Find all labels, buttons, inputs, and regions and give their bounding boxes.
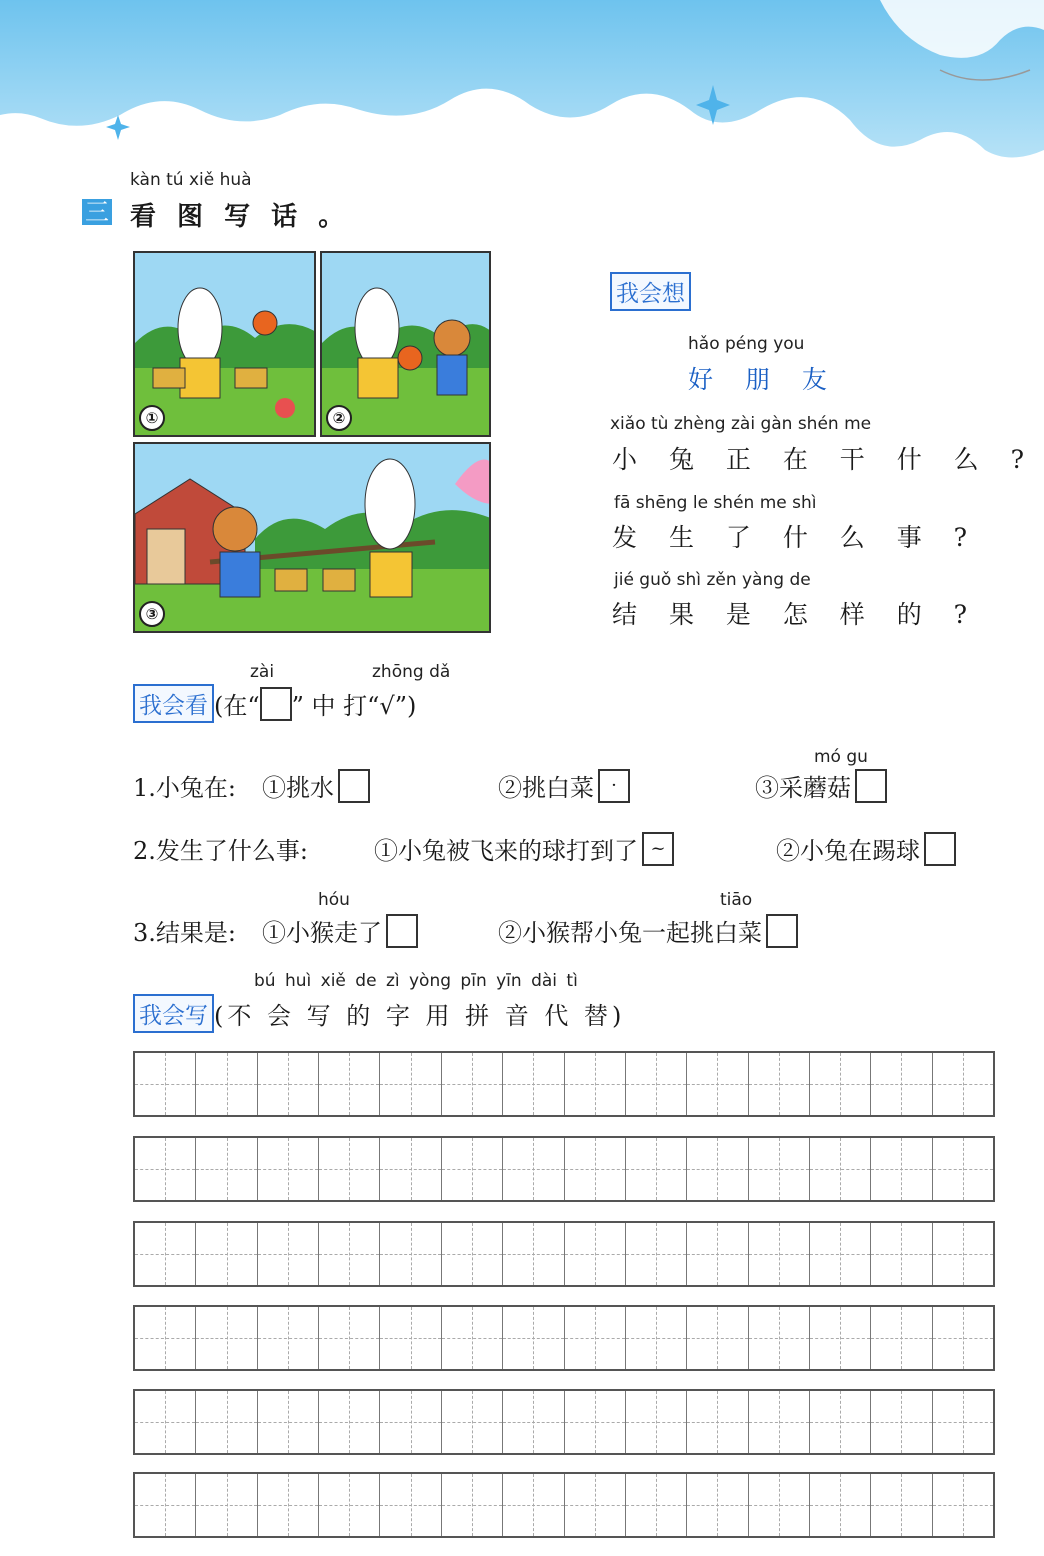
writing-cell[interactable]	[749, 1474, 810, 1536]
writing-cell[interactable]	[135, 1053, 196, 1115]
q2-prefix: 2.发生了什么事:	[133, 837, 308, 865]
sky-cloud-banner	[0, 0, 1044, 170]
q1-option-2	[498, 768, 630, 803]
writing-cell[interactable]	[687, 1053, 748, 1115]
writing-cell[interactable]	[196, 1391, 257, 1453]
writing-cell[interactable]	[871, 1474, 932, 1536]
q3-option-2	[498, 913, 798, 948]
q1-option-2-label: ②挑白菜	[498, 774, 594, 802]
writing-cell[interactable]	[380, 1053, 441, 1115]
writing-cell[interactable]	[687, 1307, 748, 1369]
writing-cell[interactable]	[380, 1138, 441, 1200]
q1-option-2-checkbox[interactable]: ·	[598, 769, 630, 803]
look-tag: 我会看	[133, 684, 214, 723]
writing-cell[interactable]	[319, 1138, 380, 1200]
writing-cell[interactable]	[565, 1391, 626, 1453]
think-line-2-text: 小 兔 正 在 干 什 么 ?	[612, 445, 1037, 474]
writing-cell[interactable]	[933, 1138, 993, 1200]
writing-cell[interactable]	[749, 1223, 810, 1285]
example-checkbox	[260, 687, 292, 721]
writing-cell[interactable]	[871, 1307, 932, 1369]
panel-number-2: ②	[326, 405, 352, 431]
section-number-badge: 三	[82, 199, 112, 225]
writing-cell[interactable]	[626, 1307, 687, 1369]
writing-cell[interactable]	[135, 1391, 196, 1453]
writing-cell[interactable]	[626, 1223, 687, 1285]
writing-cell[interactable]	[565, 1223, 626, 1285]
q3-option-1-checkbox[interactable]	[386, 914, 418, 948]
q1-option3-pinyin: mó gu	[814, 747, 868, 767]
write-pinyin: bú huì xiě de zì yòng pīn yīn dài tì	[254, 971, 578, 991]
writing-cell[interactable]	[749, 1053, 810, 1115]
writing-cell[interactable]	[687, 1391, 748, 1453]
writing-grid-row	[133, 1472, 995, 1538]
writing-cell[interactable]	[810, 1474, 871, 1536]
writing-cell[interactable]	[503, 1138, 564, 1200]
title-pinyin: kàn tú xiě huà	[130, 170, 252, 190]
think-line-2-pinyin: xiǎo tù zhèng zài gàn shén me	[610, 414, 872, 434]
writing-cell[interactable]	[380, 1474, 441, 1536]
q3-option-2-checkbox[interactable]	[766, 914, 798, 948]
writing-cell[interactable]	[442, 1138, 503, 1200]
writing-cell[interactable]	[749, 1138, 810, 1200]
q1-option-3-label: ③采蘑菇	[755, 774, 851, 802]
writing-cell[interactable]	[196, 1138, 257, 1200]
q2-option-2-label: ②小兔在踢球	[776, 837, 920, 865]
writing-cell[interactable]	[319, 1223, 380, 1285]
writing-cell[interactable]	[196, 1474, 257, 1536]
writing-cell[interactable]	[687, 1138, 748, 1200]
look-pinyin-zai: zài	[250, 662, 275, 682]
comic-panel-3	[133, 442, 491, 633]
q1-option-1-checkbox[interactable]	[338, 769, 370, 803]
q1-prefix: 1.小兔在:	[133, 774, 236, 802]
q1-option-3	[755, 768, 887, 803]
write-instruction: (不 会 写 的 字 用 拼 音 代 替)	[214, 1002, 626, 1030]
writing-cell[interactable]	[810, 1307, 871, 1369]
q3-prefix: 3.结果是:	[133, 919, 236, 947]
panel-number-3: ③	[139, 601, 165, 627]
writing-cell[interactable]	[258, 1391, 319, 1453]
writing-cell[interactable]	[810, 1053, 871, 1115]
writing-cell[interactable]	[810, 1223, 871, 1285]
writing-cell[interactable]	[442, 1391, 503, 1453]
q3-option1-pinyin: hóu	[318, 890, 350, 910]
writing-grid-row	[133, 1305, 995, 1371]
q3-option2-pinyin: tiāo	[720, 890, 753, 910]
panel-number-1: ①	[139, 405, 165, 431]
think-line-4-pinyin: jié guǒ shì zěn yàng de	[614, 570, 811, 590]
q2-option-1	[374, 831, 674, 866]
writing-cell[interactable]	[933, 1053, 993, 1115]
writing-cell[interactable]	[135, 1307, 196, 1369]
writing-cell[interactable]	[442, 1053, 503, 1115]
writing-cell[interactable]	[442, 1474, 503, 1536]
writing-cell[interactable]	[442, 1223, 503, 1285]
think-line-1-pinyin: hǎo péng you	[688, 334, 805, 354]
think-line-4-text: 结 果 是 怎 样 的 ?	[612, 600, 980, 629]
writing-cell[interactable]	[196, 1053, 257, 1115]
writing-grid-row	[133, 1051, 995, 1117]
writing-cell[interactable]	[749, 1307, 810, 1369]
writing-cell[interactable]	[933, 1391, 993, 1453]
comic-panel-2	[320, 251, 491, 437]
writing-cell[interactable]	[258, 1474, 319, 1536]
think-line-1-text: 好 朋 友	[688, 365, 839, 394]
writing-cell[interactable]	[503, 1391, 564, 1453]
writing-cell[interactable]	[871, 1391, 932, 1453]
writing-cell[interactable]	[503, 1474, 564, 1536]
writing-cell[interactable]	[319, 1053, 380, 1115]
writing-cell[interactable]	[380, 1223, 441, 1285]
writing-cell[interactable]	[933, 1223, 993, 1285]
writing-cell[interactable]	[380, 1307, 441, 1369]
writing-cell[interactable]	[319, 1474, 380, 1536]
look-instruction-after: ” 中 打“√”)	[291, 692, 417, 720]
writing-cell[interactable]	[380, 1391, 441, 1453]
writing-grid-row	[133, 1389, 995, 1455]
writing-cell[interactable]	[135, 1138, 196, 1200]
writing-cell[interactable]	[626, 1138, 687, 1200]
writing-cell[interactable]	[810, 1138, 871, 1200]
q2-option-2	[776, 831, 956, 866]
writing-grid-row	[133, 1221, 995, 1287]
writing-cell[interactable]	[871, 1223, 932, 1285]
writing-cell[interactable]	[565, 1307, 626, 1369]
writing-cell[interactable]	[503, 1053, 564, 1115]
look-pinyin-zhongda: zhōng dǎ	[372, 662, 451, 682]
writing-cell[interactable]	[626, 1053, 687, 1115]
q2-option-1-checkbox[interactable]: ~	[642, 832, 674, 866]
q1-option-1-label: ①挑水	[262, 774, 334, 802]
writing-grid-row	[133, 1136, 995, 1202]
writing-cell[interactable]	[258, 1053, 319, 1115]
writing-cell[interactable]	[135, 1474, 196, 1536]
writing-cell[interactable]	[687, 1474, 748, 1536]
writing-cell[interactable]	[565, 1053, 626, 1115]
writing-cell[interactable]	[503, 1307, 564, 1369]
q3-option-1-label: ①小猴走了	[262, 919, 382, 947]
writing-cell[interactable]	[687, 1223, 748, 1285]
writing-cell[interactable]	[626, 1474, 687, 1536]
writing-cell[interactable]	[258, 1307, 319, 1369]
section-title: 看 图 写 话 。	[130, 202, 351, 232]
writing-cell[interactable]	[196, 1307, 257, 1369]
writing-cell[interactable]	[196, 1223, 257, 1285]
think-tag: 我会想	[610, 272, 691, 311]
writing-cell[interactable]	[871, 1053, 932, 1115]
writing-cell[interactable]	[810, 1391, 871, 1453]
writing-cell[interactable]	[319, 1307, 380, 1369]
writing-cell[interactable]	[933, 1307, 993, 1369]
q1-option-1	[262, 768, 370, 803]
writing-cell[interactable]	[565, 1138, 626, 1200]
comic-panel-1	[133, 251, 316, 437]
think-line-3-pinyin: fā shēng le shén me shì	[614, 493, 817, 513]
think-line-3-text: 发 生 了 什 么 事 ?	[612, 523, 980, 552]
write-tag: 我会写	[133, 994, 214, 1033]
q3-option-2-label: ②小猴帮小兔一起挑白菜	[498, 919, 762, 947]
q1-option-3-checkbox[interactable]	[855, 769, 887, 803]
writing-cell[interactable]	[871, 1138, 932, 1200]
look-instruction-row	[133, 684, 416, 723]
look-instruction-before: (在“	[214, 692, 260, 720]
q2-option-2-checkbox[interactable]	[924, 832, 956, 866]
q2-option-1-label: ①小兔被飞来的球打到了	[374, 837, 638, 865]
writing-cell[interactable]	[258, 1138, 319, 1200]
writing-cell[interactable]	[749, 1391, 810, 1453]
write-instruction-row	[133, 994, 625, 1033]
writing-cell[interactable]	[319, 1391, 380, 1453]
writing-cell[interactable]	[933, 1474, 993, 1536]
writing-cell[interactable]	[442, 1307, 503, 1369]
writing-cell[interactable]	[565, 1474, 626, 1536]
writing-cell[interactable]	[135, 1223, 196, 1285]
writing-cell[interactable]	[258, 1223, 319, 1285]
writing-cell[interactable]	[503, 1223, 564, 1285]
writing-cell[interactable]	[626, 1391, 687, 1453]
q3-option-1	[262, 913, 418, 948]
